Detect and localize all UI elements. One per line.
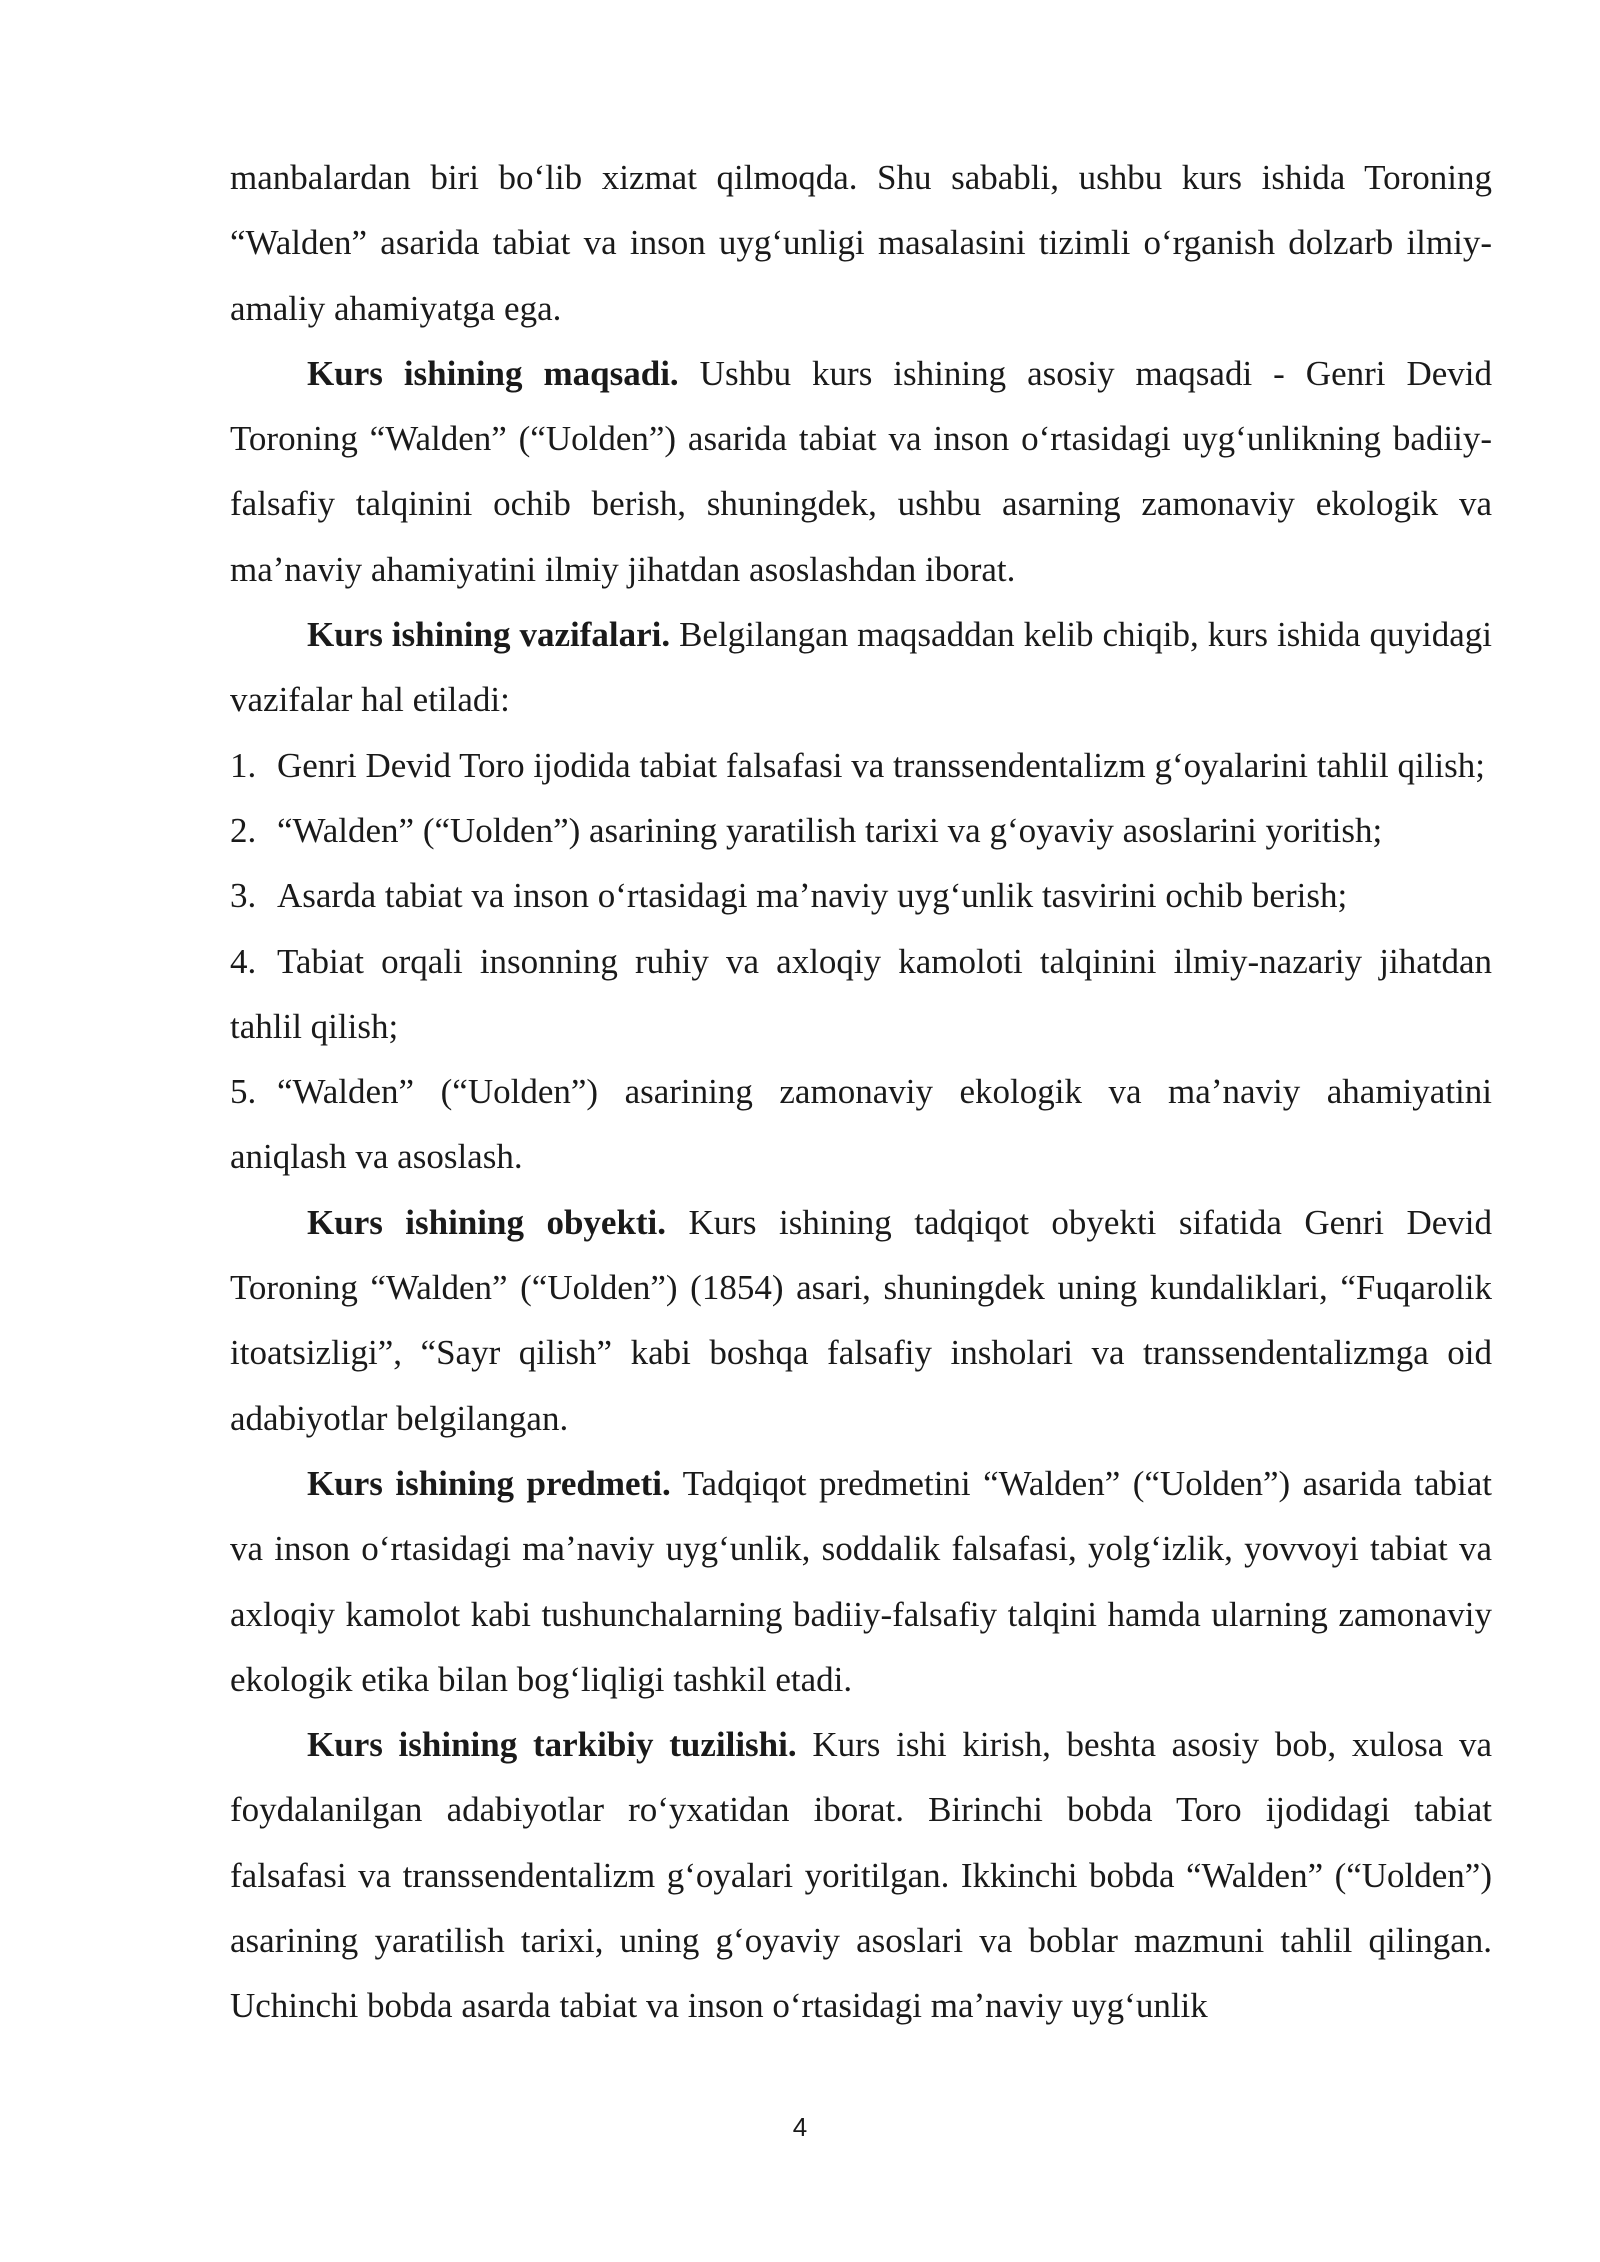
tasks-heading: Kurs ishining vazifalari. [307, 615, 671, 655]
task-number: 3. [230, 876, 257, 916]
goal-heading: Kurs ishining maqsadi. [307, 353, 679, 393]
structure-heading: Kurs ishining tarkibiy tuzilishi. [307, 1725, 797, 1765]
task-item-4 [230, 929, 1492, 1060]
object-paragraph [230, 1190, 1492, 1451]
object-heading: Kurs ishining obyekti. [307, 1202, 667, 1242]
task-item-3 [230, 863, 1492, 928]
task-text: Genri Devid Toro ijodida tabiat falsafasi va transsendentalizm gʻoyalarini tahlil qilish; [277, 745, 1485, 785]
task-number: 4. [230, 941, 257, 981]
structure-paragraph [230, 1712, 1492, 2038]
task-number: 1. [230, 745, 257, 785]
intro-paragraph: manbalardan biri boʻlib xizmat qilmoqda. Shu sababli, ushbu kurs ishida Toroning “Walden” asarida tabiat va inson uygʻunligi masalasini tizimli oʻrganish dolzarb ilmiy-amaliy ahamiyatga ega. [230, 158, 1492, 328]
object-text: Kurs ishining tadqiqot obyekti sifatida Genri Devid Toroning “Walden” (“Uolden”) (1854) asari, shuningdek uning kundaliklari, “Fuqarolik itoatsizligi”, “Sayr qilish” kabi boshqa falsafiy insholari va transsendentalizmga oid adabiyotlar belgilangan. [230, 1202, 1492, 1438]
document-page [230, 145, 1492, 2039]
task-text: Asarda tabiat va inson oʻrtasidagi maʼnaviy uygʻunlik tasvirini ochib berish; [277, 876, 1348, 916]
tasks-text: Belgilangan maqsaddan kelib chiqib, kurs ishida quyidagi vazifalar hal etiladi: [230, 615, 1492, 720]
goal-text: Ushbu kurs ishining asosiy maqsadi - Genri Devid Toroning “Walden” (“Uolden”) asarida tabiat va inson oʻrtasidagi uygʻunlikning badiiy-falsafiy talqinini ochib berish, shuningdek, ushbu asarning zamonaviy ekologik va maʼnaviy ahamiyatini ilmiy jihatdan asoslashdan iborat. [230, 353, 1493, 589]
tasks-paragraph [230, 602, 1492, 733]
subject-heading: Kurs ishining predmeti. [307, 1463, 671, 1503]
page-number: 4 [792, 2112, 808, 2142]
task-item-2 [230, 798, 1492, 863]
task-text: “Walden” (“Uolden”) asarining zamonaviy ekologik va maʼnaviy ahamiyatini aniqlash va asoslash. [230, 1072, 1492, 1177]
task-number: 2. [230, 810, 257, 850]
task-text: “Walden” (“Uolden”) asarining yaratilish tarixi va gʻoyaviy asoslarini yoritish; [277, 810, 1383, 850]
subject-text: Tadqiqot predmetini “Walden” (“Uolden”) asarida tabiat va inson oʻrtasidagi maʼnaviy uygʻunlik, soddalik falsafasi, yolgʻizlik, yovvoyi tabiat va axloqiy kamolot kabi tushunchalarning badiiy-falsafiy talqini hamda ularning zamonaviy ekologik etika bilan bogʻliqligi tashkil etadi. [230, 1463, 1492, 1699]
document-body [230, 145, 1492, 2039]
task-item-5 [230, 1059, 1492, 1190]
task-number: 5. [230, 1072, 257, 1112]
subject-paragraph [230, 1451, 1492, 1712]
structure-text: Kurs ishi kirish, beshta asosiy bob, xulosa va foydalanilgan adabiyotlar roʻyxatidan iborat. Birinchi bobda Toro ijodidagi tabiat falsafasi va transsendentalizm gʻoyalari yoritilgan. Ikkinchi bobda “Walden” (“Uolden”) asarining yaratilish tarixi, uning gʻoyaviy asoslari va boblar mazmuni tahlil qilingan. Uchinchi bobda asarda tabiat va inson oʻrtasidagi maʼnaviy uygʻunlik [230, 1725, 1492, 2026]
goal-paragraph [230, 341, 1492, 602]
task-item-1 [230, 733, 1492, 798]
task-text: Tabiat orqali insonning ruhiy va axloqiy kamoloti talqinini ilmiy-nazariy jihatdan tahlil qilish; [230, 941, 1492, 1046]
